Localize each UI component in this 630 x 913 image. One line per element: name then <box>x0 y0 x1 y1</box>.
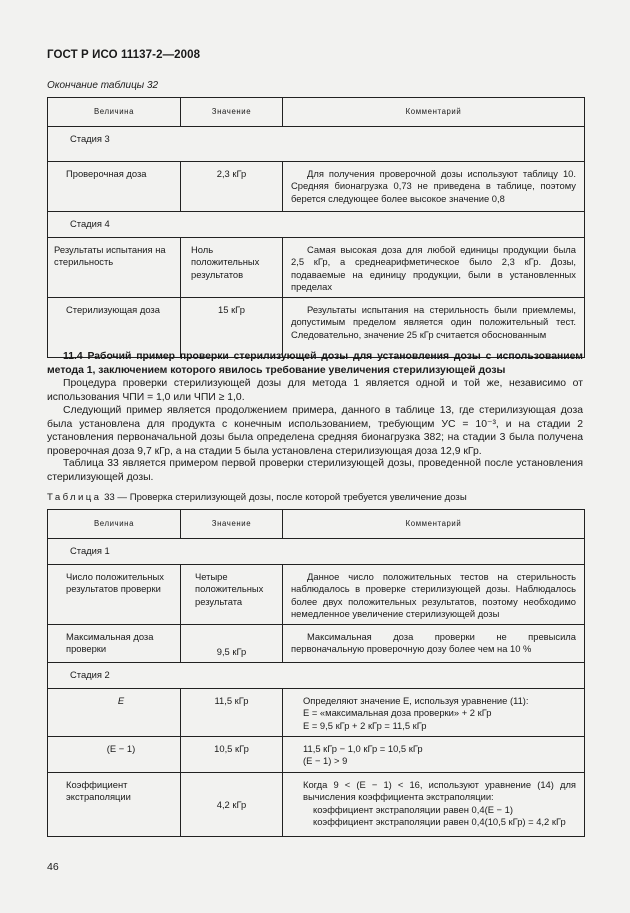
table-33-caption: Таблица 33 — Проверка стерилизующей дозы, после которой требуется увеличение дозы <box>47 492 467 503</box>
column-header: Величина <box>48 98 181 127</box>
stage-row <box>48 539 585 565</box>
column-header: Величина <box>48 510 181 539</box>
table-header-row <box>48 98 585 127</box>
table-continuation-caption: Окончание таблицы 32 <box>47 80 159 91</box>
cell-comment <box>283 689 585 737</box>
column-header: Комментарий <box>283 98 585 127</box>
column-header: Значение <box>181 510 283 539</box>
cell-comment: Самая высокая доза для любой единицы продукции была 2,5 кГр, а среднеарифметическое было 2,3 кГр. Дозы, подаваемые на единицу продукции, были в установленных пределах <box>283 238 585 298</box>
cell-comment: Результаты испытания на стерильность были приемлемы, допустимым пределом является один положительный тест. Следовательно, значение 25 кГр считается обоснованным <box>283 298 585 358</box>
cell-quantity: (E − 1) <box>48 737 181 773</box>
cell-comment: Максимальная доза проверки не превысила первоначальную проверочную дозу более чем на 10 % <box>283 625 585 663</box>
table-32 <box>47 97 585 358</box>
cell-value: 2,3 кГр <box>181 162 283 212</box>
section-title: 11.4 Рабочий пример проверки стерилизующей дозы для установления дозы с использованием метода 1, заключением которого явилось требование увеличения стерилизующей дозы <box>47 351 583 376</box>
cell-comment <box>283 773 585 837</box>
stage-label: Стадия 3 <box>48 127 585 162</box>
table-row <box>48 689 585 737</box>
page-number: 46 <box>47 861 59 873</box>
stage-label: Стадия 1 <box>48 539 585 565</box>
cell-comment: Для получения проверочной дозы используют таблицу 10. Средняя бионагрузка 0,73 не приведена в таблице, поэтому берется следующее более высокое значение 0,8 <box>283 162 585 212</box>
table-row <box>48 565 585 625</box>
stage-label: Стадия 2 <box>48 663 585 689</box>
table-row <box>48 238 585 298</box>
cell-quantity: Результаты испытания на стерильность <box>48 238 181 298</box>
cell-value: 4,2 кГр <box>181 773 283 837</box>
table-row <box>48 625 585 663</box>
cell-quantity: Число положительных результатов проверки <box>48 565 181 625</box>
comment-line: (E − 1) > 9 <box>303 755 348 767</box>
comment-line: 11,5 кГр − 1,0 кГр = 10,5 кГр <box>303 743 423 755</box>
stage-label: Стадия 4 <box>48 212 585 238</box>
comment-line: коэффициент экстраполяции равен 0,4(E − 1) <box>313 803 513 815</box>
cell-comment: Данное число положительных тестов на стерильность наблюдалось в проверке стерилизующей дозы. Наблюдалось более двух положительных результатов, поэтому необходимо немедленное увеличение стерилизующей дозы <box>283 565 585 625</box>
cell-quantity: E <box>48 689 181 737</box>
cell-quantity: Максимальная доза проверки <box>48 625 181 663</box>
document-header: ГОСТ Р ИСО 11137-2—2008 <box>47 49 201 61</box>
stage-row <box>48 212 585 238</box>
comment-line: E = «максимальная доза проверки» + 2 кГр <box>303 707 492 719</box>
paragraph: Процедура проверки стерилизующей дозы для метода 1 является одной и той же, независимо от использования ЧПИ = 1,0 или ЧПИ ≥ 1,0. <box>47 378 583 403</box>
paragraph: Следующий пример является продолжением примера, данного в таблице 13, где стерилизующая доза была установлена для продукта с конечным использованием, требующим УС = 10⁻³, и на стадии 2 установления первоначальной дозы была определена средняя бионагрузка 382; на стадии 3 была получена проверочная доза 9,7 кГр, а на стадии 5 была установлена стерилизующая доза 12,9 кГр. <box>47 405 583 457</box>
stage-row <box>48 127 585 162</box>
cell-value: 15 кГр <box>181 298 283 358</box>
comment-line: Определяют значение E, используя уравнение (11): <box>303 695 529 707</box>
cell-value: 10,5 кГр <box>181 737 283 773</box>
cell-quantity: Проверочная доза <box>48 162 181 212</box>
cell-value: Ноль положительных результатов <box>181 238 283 298</box>
cell-comment <box>283 737 585 773</box>
cell-value: 9,5 кГр <box>181 625 283 663</box>
comment-line: Когда 9 < (E − 1) < 16, используют уравнение (14) для вычисления коэффициента экстраполяции: <box>303 779 576 803</box>
cell-value: Четыре положительных результата <box>181 565 283 625</box>
column-header: Комментарий <box>283 510 585 539</box>
column-header: Значение <box>181 98 283 127</box>
cell-value: 11,5 кГр <box>181 689 283 737</box>
stage-row <box>48 663 585 689</box>
paragraph: Таблица 33 является примером первой проверки стерилизующей дозы, проведенной после установления стерилизующей дозы. <box>47 458 583 483</box>
comment-line: коэффициент экстраполяции равен 0,4(10,5 кГр) = 4,2 кГр <box>313 815 566 827</box>
table-row <box>48 737 585 773</box>
comment-line: E = 9,5 кГр + 2 кГр = 11,5 кГр <box>303 719 427 731</box>
table-header-row <box>48 510 585 539</box>
table-row <box>48 298 585 358</box>
table-row <box>48 773 585 837</box>
cell-quantity: Стерилизующая доза <box>48 298 181 358</box>
cell-quantity: Коэффициент экстраполяции <box>48 773 181 837</box>
table-row <box>48 162 585 212</box>
table-33 <box>47 509 585 837</box>
